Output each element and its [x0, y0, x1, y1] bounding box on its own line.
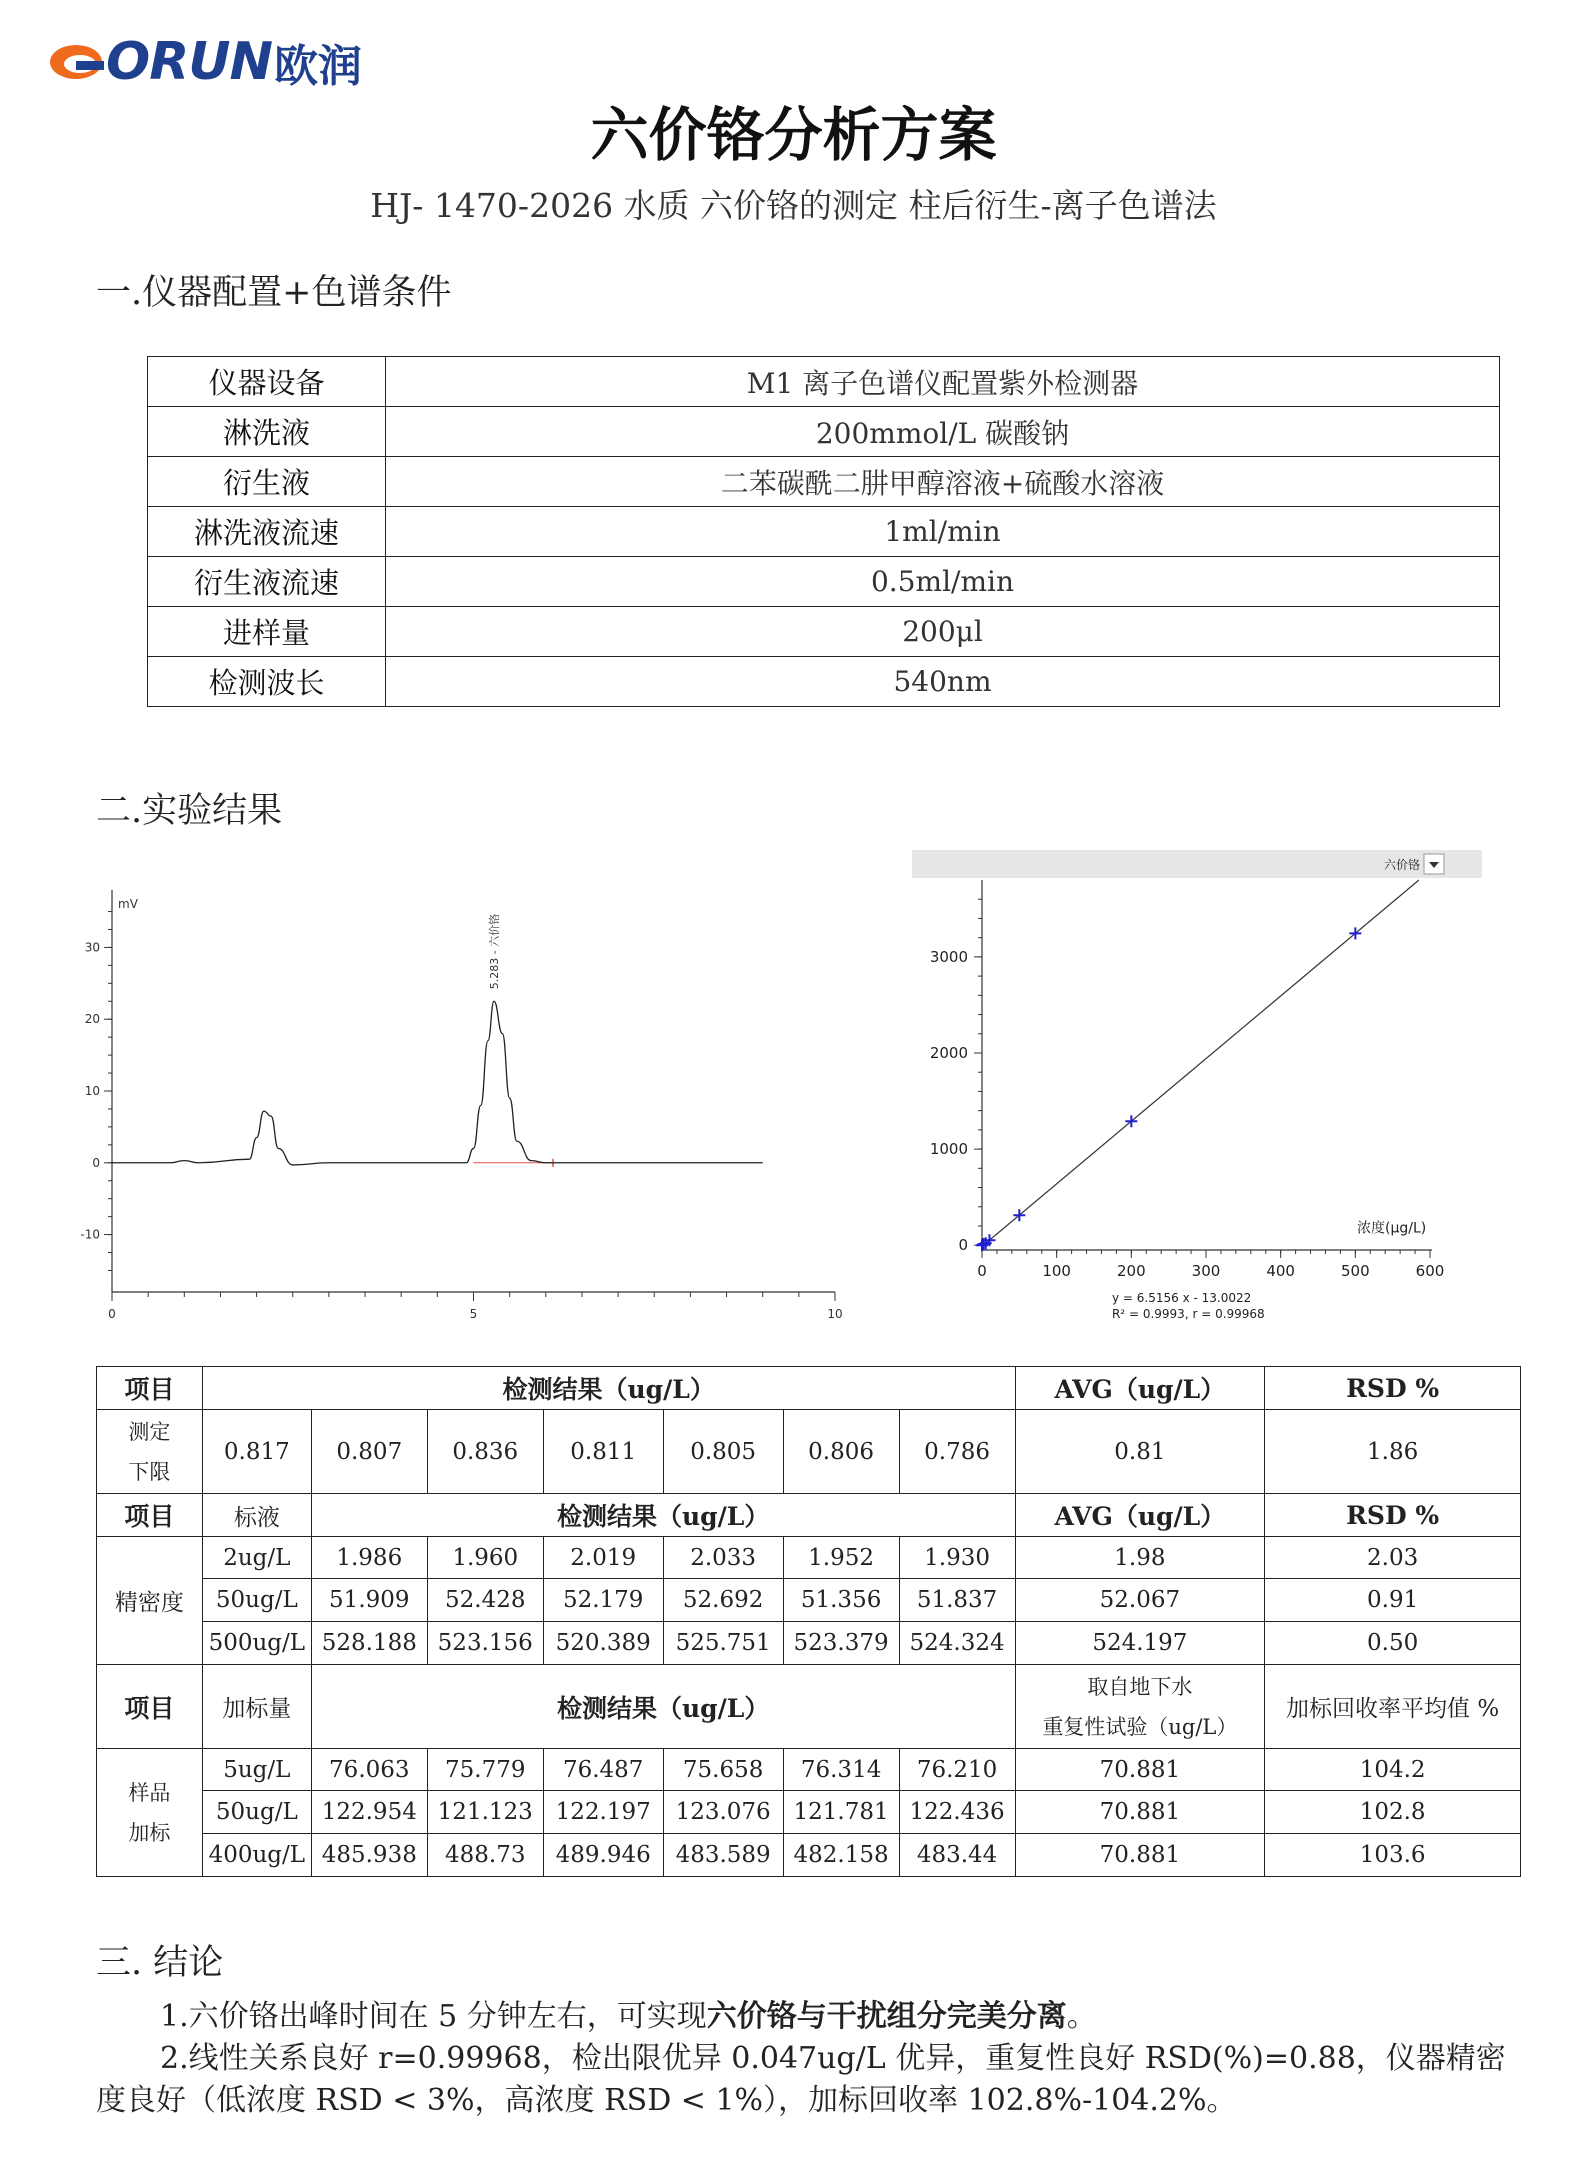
table-cell: 1.986	[311, 1537, 427, 1579]
header-ground-water	[1015, 1665, 1265, 1749]
table-row	[97, 1834, 1521, 1877]
header-result: 检测结果（ug/L）	[202, 1367, 1015, 1410]
table-cell: 0.805	[663, 1410, 783, 1494]
table-cell: 523.156	[427, 1622, 543, 1665]
table-cell: 52.428	[427, 1579, 543, 1622]
table-cell: 483.589	[663, 1834, 783, 1877]
table-row	[97, 1791, 1521, 1834]
series-dropdown-label: 六价铬	[1383, 858, 1420, 872]
table-cell: 525.751	[663, 1622, 783, 1665]
x-tick-label: 500	[1341, 1262, 1370, 1280]
section-3-heading: 三. 结论	[96, 1943, 224, 1983]
table-cell: 70.881	[1015, 1749, 1265, 1791]
table-row	[97, 1665, 1521, 1749]
table-cell: 121.123	[427, 1791, 543, 1834]
table-cell: 483.44	[899, 1834, 1015, 1877]
calibration-chart	[912, 850, 1482, 1345]
lod-label-1: 测定	[128, 1419, 171, 1444]
conclusion-p1-a: 1.六价铬出峰时间在 5 分钟左右，可实现	[160, 1999, 707, 2034]
peak-label: 5.283 - 六价铬	[487, 913, 501, 990]
table-cell: 0.81	[1015, 1410, 1265, 1494]
table-cell: 0.50	[1265, 1622, 1521, 1665]
logo-brand-cn: 欧润	[274, 41, 362, 92]
table-cell: 1.86	[1265, 1410, 1521, 1494]
header-result: 检测结果（ug/L）	[311, 1665, 1015, 1749]
table-cell: 1.952	[783, 1537, 899, 1579]
y-tick-label: 2000	[929, 1043, 968, 1062]
table-cell: 0.811	[543, 1410, 663, 1494]
table-cell: 524.197	[1015, 1622, 1265, 1665]
config-key: 检测波长	[148, 657, 386, 707]
equation-label: y = 6.5156 x - 13.0022	[1112, 1291, 1252, 1305]
table-cell: 5ug/L	[202, 1749, 311, 1791]
config-value: 200mmol/L 碳酸钠	[386, 407, 1500, 457]
table-cell: 76.210	[899, 1749, 1015, 1791]
chromatogram-chart	[80, 880, 860, 1340]
table-cell: 122.436	[899, 1791, 1015, 1834]
table-cell: 50ug/L	[202, 1579, 311, 1622]
conclusion-paragraph-2: 2.线性关系良好 r=0.99968，检出限优异 0.047ug/L 优异，重复性良好 RSD(%)=0.88，仪器精密度良好（低浓度 RSD < 3%，高浓度 RSD < 1%），加标回收率 102.8%-104.2%。	[96, 2041, 1506, 2118]
table-cell: 524.324	[899, 1622, 1015, 1665]
x-tick-label: 100	[1042, 1262, 1071, 1280]
x-tick-label: 0	[977, 1262, 987, 1280]
config-row	[148, 357, 1500, 407]
table-cell: 52.179	[543, 1579, 663, 1622]
table-cell: 70.881	[1015, 1791, 1265, 1834]
x-tick-label: 200	[1117, 1262, 1146, 1280]
table-cell: 50ug/L	[202, 1791, 311, 1834]
config-row	[148, 607, 1500, 657]
y-tick-label: 20	[84, 1012, 100, 1027]
config-key: 衍生液流速	[148, 557, 386, 607]
y-tick-label: -10	[80, 1227, 100, 1242]
table-cell: 2.033	[663, 1537, 783, 1579]
table-row	[97, 1622, 1521, 1665]
table-cell: 52.067	[1015, 1579, 1265, 1622]
header-item: 项目	[97, 1367, 203, 1410]
table-cell: 2ug/L	[202, 1537, 311, 1579]
header-rsd: RSD %	[1265, 1367, 1521, 1410]
table-cell: 488.73	[427, 1834, 543, 1877]
page-subtitle: HJ- 1470-2026 水质 六价铬的测定 柱后衍生-离子色谱法	[370, 186, 1217, 225]
header-std: 标液	[202, 1494, 311, 1537]
table-cell: 500ug/L	[202, 1622, 311, 1665]
conclusion	[96, 1996, 1516, 2122]
table-cell: 489.946	[543, 1834, 663, 1877]
config-row	[148, 657, 1500, 707]
y-axis-label: mV	[118, 897, 138, 911]
fit-line	[982, 880, 1419, 1246]
lod-label	[97, 1410, 203, 1494]
table-cell: 75.779	[427, 1749, 543, 1791]
table-cell: 70.881	[1015, 1834, 1265, 1877]
config-value: 540nm	[386, 657, 1500, 707]
page-title: 六价铬分析方案	[590, 101, 997, 169]
header-spike: 加标量	[202, 1665, 311, 1749]
config-value: M1 离子色谱仪配置紫外检测器	[386, 357, 1500, 407]
table-cell: 104.2	[1265, 1749, 1521, 1791]
table-cell: 520.389	[543, 1622, 663, 1665]
table-cell: 2.019	[543, 1537, 663, 1579]
config-value: 0.5ml/min	[386, 557, 1500, 607]
header-avg: AVG（ug/L）	[1015, 1494, 1265, 1537]
table-cell: 0.836	[427, 1410, 543, 1494]
config-key: 进样量	[148, 607, 386, 657]
table-cell: 51.837	[899, 1579, 1015, 1622]
config-value: 200μl	[386, 607, 1500, 657]
header-item: 项目	[97, 1494, 203, 1537]
conclusion-paragraph-1	[96, 1996, 1516, 2038]
config-value: 二苯碳酰二肼甲醇溶液+硫酸水溶液	[386, 457, 1500, 507]
chromatogram-trace	[112, 1001, 763, 1165]
config-row	[148, 507, 1500, 557]
spike-label-1: 样品	[128, 1780, 171, 1805]
table-cell: 75.658	[663, 1749, 783, 1791]
x-tick-label: 10	[827, 1307, 843, 1321]
x-tick-label: 400	[1266, 1262, 1295, 1280]
spike-label-2: 加标	[128, 1820, 171, 1845]
y-tick-label: 30	[84, 940, 100, 955]
table-cell: 76.314	[783, 1749, 899, 1791]
table-cell: 400ug/L	[202, 1834, 311, 1877]
table-row	[97, 1537, 1521, 1579]
table-row	[97, 1410, 1521, 1494]
table-cell: 76.063	[311, 1749, 427, 1791]
config-row	[148, 557, 1500, 607]
config-key: 仪器设备	[148, 357, 386, 407]
header-rsd: RSD %	[1265, 1494, 1521, 1537]
table-cell: 52.692	[663, 1579, 783, 1622]
table-row	[97, 1749, 1521, 1791]
table-cell: 0.786	[899, 1410, 1015, 1494]
header-ground: 取自地下水	[1087, 1674, 1193, 1699]
table-cell: 528.188	[311, 1622, 427, 1665]
spike-label	[97, 1749, 203, 1877]
table-row	[97, 1494, 1521, 1537]
x-tick-label: 5	[469, 1307, 478, 1321]
header-result: 检测结果（ug/L）	[311, 1494, 1015, 1537]
table-cell: 0.817	[202, 1410, 311, 1494]
config-row	[148, 407, 1500, 457]
table-cell: 103.6	[1265, 1834, 1521, 1877]
table-cell: 0.91	[1265, 1579, 1521, 1622]
section-1-heading: 一.仪器配置+色谱条件	[96, 273, 452, 313]
table-cell: 51.909	[311, 1579, 427, 1622]
table-row	[97, 1579, 1521, 1622]
lod-label-2: 下限	[128, 1459, 171, 1484]
y-tick-label: 0	[92, 1155, 100, 1170]
table-cell: 102.8	[1265, 1791, 1521, 1834]
y-tick-label: 0	[958, 1236, 968, 1255]
table-cell: 523.379	[783, 1622, 899, 1665]
logo-mark-icon	[46, 40, 106, 84]
results-table	[96, 1366, 1521, 1877]
config-key: 淋洗液流速	[148, 507, 386, 557]
config-row	[148, 457, 1500, 507]
header-avg: AVG（ug/L）	[1015, 1367, 1265, 1410]
config-table	[147, 356, 1500, 707]
y-tick-label: 3000	[929, 947, 968, 966]
config-key: 衍生液	[148, 457, 386, 507]
table-cell: 2.03	[1265, 1537, 1521, 1579]
table-cell: 0.807	[311, 1410, 427, 1494]
precision-label: 精密度	[97, 1537, 203, 1665]
y-tick-label: 10	[84, 1084, 100, 1098]
section-2-heading: 二.实验结果	[96, 791, 283, 831]
config-value: 1ml/min	[386, 507, 1500, 557]
conclusion-p1-b: 六价铬与干扰组分完美分离	[706, 1999, 1067, 2034]
table-cell: 1.98	[1015, 1537, 1265, 1579]
company-logo	[46, 30, 362, 94]
table-cell: 51.356	[783, 1579, 899, 1622]
table-cell: 121.781	[783, 1791, 899, 1834]
table-cell: 482.158	[783, 1834, 899, 1877]
x-tick-label: 0	[108, 1307, 116, 1321]
x-tick-label: 600	[1415, 1262, 1445, 1280]
table-cell: 1.930	[899, 1537, 1015, 1579]
table-cell: 123.076	[663, 1791, 783, 1834]
header-repeat: 重复性试验（ug/L）	[1042, 1714, 1238, 1739]
header-item: 项目	[97, 1665, 203, 1749]
y-tick-label: 1000	[929, 1140, 968, 1159]
table-row	[97, 1367, 1521, 1410]
table-cell: 1.960	[427, 1537, 543, 1579]
header-recovery: 加标回收率平均值 %	[1265, 1665, 1521, 1749]
r-squared-label: R² = 0.9993, r = 0.99968	[1112, 1307, 1265, 1321]
config-key: 淋洗液	[148, 407, 386, 457]
table-cell: 122.197	[543, 1791, 663, 1834]
table-cell: 76.487	[543, 1749, 663, 1791]
logo-brand: ORUN	[106, 32, 272, 92]
x-tick-label: 300	[1191, 1262, 1221, 1280]
x-axis-label: 浓度(μg/L)	[1357, 1220, 1427, 1237]
table-cell: 0.806	[783, 1410, 899, 1494]
table-cell: 485.938	[311, 1834, 427, 1877]
conclusion-p1-c: 。	[1066, 1999, 1097, 2034]
table-cell: 122.954	[311, 1791, 427, 1834]
